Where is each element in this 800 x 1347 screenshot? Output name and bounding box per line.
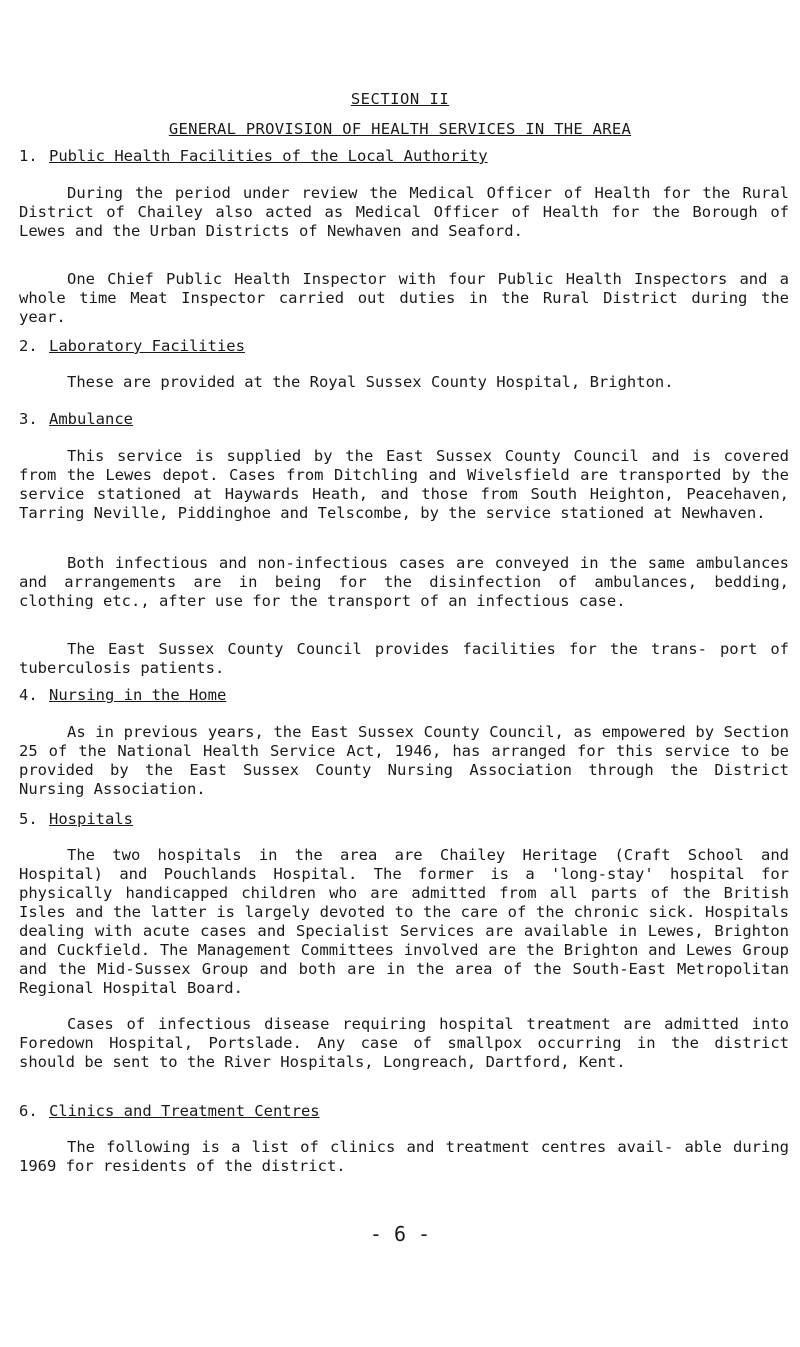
section-label: SECTION II xyxy=(350,90,450,108)
paragraph: These are provided at the Royal Sussex County Hospital, Brighton. xyxy=(67,373,674,391)
paragraph: This service is supplied by the East Sussex County Council and is covered from the Lewes depot. Cases from Ditchling and Wivelsfield are transported by the service stationed at Haywards Heath, and those from South Heighton, Peacehaven, Tarring Neville, Piddinghoe and Telscombe, by the service stationed at Newhaven. xyxy=(19,447,789,522)
section-heading-4: 4. Nursing in the Home xyxy=(19,686,227,704)
section-heading-5: 5. Hospitals xyxy=(19,810,133,828)
section-heading-2: 2. Laboratory Facilities xyxy=(19,337,245,355)
paragraph: During the period under review the Medical Officer of Health for the Rural District of Chailey also acted as Medical Officer of Health for the Borough of Lewes and the Urban Districts of Newhaven and Seaford. xyxy=(19,184,789,240)
page-number: - 6 - xyxy=(369,1222,431,1246)
paragraph: One Chief Public Health Inspector with four Public Health Inspectors and a whole time Meat Inspector carried out duties in the Rural District during the year. xyxy=(19,270,789,326)
paragraph: Cases of infectious disease requiring hospital treatment are admitted into Foredown Hospital, Portslade. Any case of smallpox occurring in the district should be sent to the River Hospitals, Longreach, Dartford, Kent. xyxy=(19,1015,789,1071)
paragraph: The two hospitals in the area are Chailey Heritage (Craft School and Hospital) and Pouchlands Hospital. The former is a 'long-stay' hospital for physically handicapped children who are admitted from all parts of the British Isles and the latter is largely devoted to the care of the chronic sick. Hospitals dealing with acute cases and Specialist Services are available in Lewes, Brighton and Cuckfield. The Management Committees involved are the Brighton and Lewes Group and the Mid-Sussex Group and both are in the area of the South-East Metropolitan Regional Hospital Board. xyxy=(19,846,789,997)
section-heading-6: 6. Clinics and Treatment Centres xyxy=(19,1102,320,1120)
section-heading-1: 1. Public Health Facilities of the Local Authority xyxy=(19,147,488,165)
page-title: GENERAL PROVISION OF HEALTH SERVICES IN THE AREA xyxy=(168,120,632,138)
paragraph: Both infectious and non-infectious cases are conveyed in the same ambulances and arrangements are in being for the disinfection of ambulances, bedding, clothing etc., after use for the transport of an infectious case. xyxy=(19,554,789,610)
paragraph: The following is a list of clinics and treatment centres avail- able during 1969 for residents of the district. xyxy=(19,1138,789,1175)
section-heading-3: 3. Ambulance xyxy=(19,410,133,428)
paragraph: The East Sussex County Council provides facilities for the trans- port of tuberculosis patients. xyxy=(19,640,789,677)
paragraph: As in previous years, the East Sussex County Council, as empowered by Section 25 of the National Health Service Act, 1946, has arranged for this service to be provided by the East Sussex County Nursing Association through the District Nursing Association. xyxy=(19,723,789,798)
